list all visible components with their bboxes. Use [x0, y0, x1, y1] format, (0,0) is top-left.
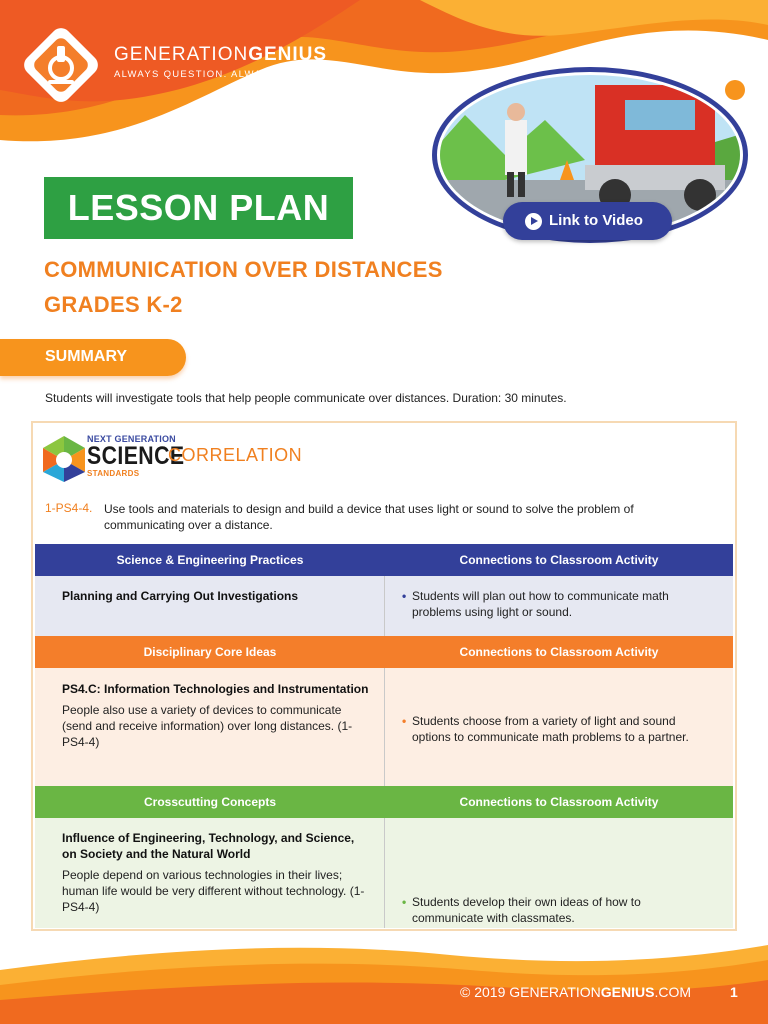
footer-copyright: [460, 984, 691, 1000]
bullet-icon: •: [402, 895, 407, 909]
standard-text: Use tools and materials to design and build a device that uses light or sound to solve the problem of communicating over a distance.: [104, 502, 634, 532]
connection-text: Students choose from a variety of light and sound options to communicate math problems to a partner.: [412, 714, 689, 744]
correlation-heading: CORRELATION: [168, 445, 303, 465]
brand-wordmark: [114, 44, 336, 80]
lesson-title: COMMUNICATION OVER DISTANCES: [44, 257, 443, 282]
column-header-connections: Connections to Classroom Activity: [459, 645, 659, 659]
ngss-line1: NEXT GENERATION: [87, 434, 176, 444]
column-header-connections: Connections to Classroom Activity: [459, 553, 659, 567]
list-item: [402, 894, 712, 926]
brand-name-bold: GENIUS: [248, 44, 328, 65]
generation-genius-logo-icon: [18, 22, 104, 108]
practice-title: Planning and Carrying Out Investigations: [62, 589, 299, 603]
bullet-icon: •: [402, 589, 407, 603]
standard-code: 1-PS4-4.: [45, 501, 93, 515]
brand-name: [114, 44, 336, 66]
list-item: [402, 588, 712, 620]
page-number: 1: [730, 984, 738, 1000]
brand-name-light: GENERATION: [114, 44, 249, 65]
column-header-crosscutting: Crosscutting Concepts: [143, 795, 276, 809]
core-idea-cell: [62, 681, 372, 750]
column-header-connections: Connections to Classroom Activity: [459, 795, 659, 809]
connection-text: Students develop their own ideas of how to communicate with classmates.: [412, 895, 641, 925]
table-header-row: [35, 544, 733, 576]
ngss-logo-icon: [41, 434, 87, 484]
footer-site-light: GENERATION: [509, 984, 601, 1000]
crosscutting-text: People depend on various technologies in their lives; human life would be very different without technology. (1-PS4-4): [62, 868, 365, 914]
core-idea-text: People also use a variety of devices to communicate (send and receive information) over long distances. (1- PS4-4): [62, 703, 353, 749]
footer-site-bold: GENIUS: [600, 984, 655, 1000]
table-header-row: [35, 636, 733, 668]
summary-text: Students will investigate tools that help people communicate over distances. Duration: 30 minutes.: [45, 391, 567, 405]
connection-text: Students will plan out how to communicate math problems using light or sound.: [412, 589, 669, 619]
column-header-core-ideas: Disciplinary Core Ideas: [143, 645, 277, 659]
table-header-row: [35, 786, 733, 818]
column-divider: [384, 818, 385, 928]
column-divider: [384, 668, 385, 786]
crosscutting-title: Influence of Engineering, Technology, and Science, on Society and the Natural World: [62, 831, 355, 861]
ngss-line2: SCIENCE: [87, 442, 185, 470]
crosscutting-cell: [62, 830, 372, 915]
column-divider: [384, 576, 385, 636]
link-to-video-button[interactable]: [503, 202, 672, 240]
list-item: [402, 713, 712, 745]
lesson-plan-badge: LESSON PLAN: [44, 177, 353, 239]
footer-wave-background: [0, 935, 768, 1024]
brand-tagline: ALWAYS QUESTION. ALWAYS WONDER.: [114, 69, 336, 80]
footer-site-suffix: .COM: [654, 984, 692, 1000]
play-icon: [525, 213, 542, 230]
footer-copyright-year: © 2019: [460, 984, 510, 1000]
lesson-grades: GRADES K-2: [44, 292, 183, 317]
link-to-video-label: Link to Video: [549, 212, 643, 229]
column-header-practices: Science & Engineering Practices: [116, 553, 304, 567]
summary-heading: SUMMARY: [45, 348, 128, 365]
core-idea-title: PS4.C: Information Technologies and Instrumentation: [62, 682, 369, 696]
bullet-icon: •: [402, 714, 407, 728]
summary-heading-tab: [0, 339, 186, 376]
ngss-line3: STANDARDS: [87, 469, 140, 478]
